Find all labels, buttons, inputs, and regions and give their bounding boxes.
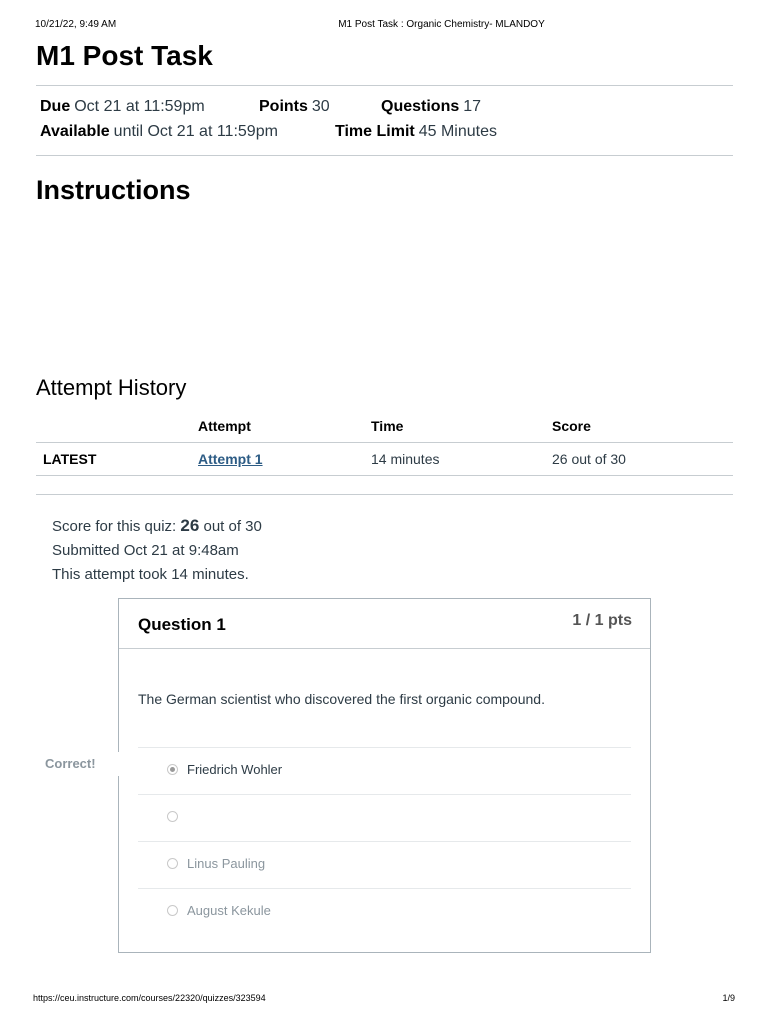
points-label: Points: [259, 98, 308, 115]
points-info: [259, 98, 330, 116]
score-suffix: out of 30: [203, 518, 262, 535]
print-url: https://ceu.instructure.com/courses/22320/quizzes/323594: [33, 993, 266, 1003]
print-datetime: 10/21/22, 9:49 AM: [35, 19, 117, 30]
question-header: [119, 599, 650, 649]
answer-text: Linus Pauling: [187, 856, 266, 871]
answer-text: Friedrich Wohler: [187, 762, 283, 777]
time-limit-label: Time Limit: [335, 123, 415, 140]
attempt-link[interactable]: Attempt 1: [198, 451, 263, 467]
attempt-history-table: [36, 410, 733, 476]
points-value: 30: [311, 98, 330, 115]
score-value: 26: [180, 516, 200, 535]
questions-info: [381, 98, 481, 116]
due-value: Oct 21 at 11:59pm: [74, 98, 205, 115]
question-card: [118, 598, 651, 953]
question-title: Question 1: [138, 615, 226, 634]
submitted-text: Submitted Oct 21 at 9:48am: [52, 542, 239, 559]
divider: [36, 494, 733, 495]
question-points: 1 / 1 pts: [572, 612, 632, 629]
available-label: Available: [40, 123, 110, 140]
table-header-attempt: Attempt: [198, 418, 251, 434]
answer-text: August Kekule: [187, 903, 271, 918]
available-value: until Oct 21 at 11:59pm: [113, 123, 278, 140]
attempt-history-title: Attempt History: [36, 375, 187, 400]
attempt-score-cell: 26 out of 30: [552, 443, 733, 476]
time-limit-value: 45 Minutes: [418, 123, 497, 140]
page-title: M1 Post Task: [36, 40, 213, 71]
due-label: Due: [40, 98, 71, 115]
score-prefix: Score for this quiz:: [52, 518, 177, 535]
question-text: The German scientist who discovered the first organic compound.: [138, 691, 545, 707]
radio-button: [167, 764, 178, 775]
correct-flag: Correct!: [30, 752, 124, 776]
answer-list: [138, 747, 631, 935]
table-row: [36, 443, 733, 476]
attempt-time-cell: 14 minutes: [371, 443, 552, 476]
divider: [36, 155, 733, 156]
print-doc-title: M1 Post Task : Organic Chemistry- MLANDOY: [338, 19, 545, 30]
radio-button: [167, 905, 178, 916]
radio-button: [167, 811, 178, 822]
attempt-link-cell: [192, 443, 371, 476]
time-limit-info: [335, 123, 497, 141]
table-header-row: [36, 410, 733, 443]
print-page-number: 1/9: [722, 993, 735, 1003]
available-info: [40, 123, 278, 141]
answer-option: [138, 747, 631, 794]
questions-label: Questions: [381, 98, 460, 115]
table-header-label: [36, 410, 192, 443]
answer-option: [138, 794, 631, 841]
questions-value: 17: [463, 98, 482, 115]
radio-button: [167, 858, 178, 869]
attempt-label-cell: LATEST: [36, 443, 192, 476]
due-info: [40, 98, 205, 116]
answer-option: [138, 841, 631, 888]
score-summary: [52, 516, 262, 536]
table-header-time: Time: [371, 418, 404, 434]
instructions-title: Instructions: [36, 175, 191, 205]
table-header-score: Score: [552, 418, 591, 434]
divider: [36, 85, 733, 86]
answer-option: [138, 888, 631, 935]
duration-text: This attempt took 14 minutes.: [52, 566, 249, 583]
